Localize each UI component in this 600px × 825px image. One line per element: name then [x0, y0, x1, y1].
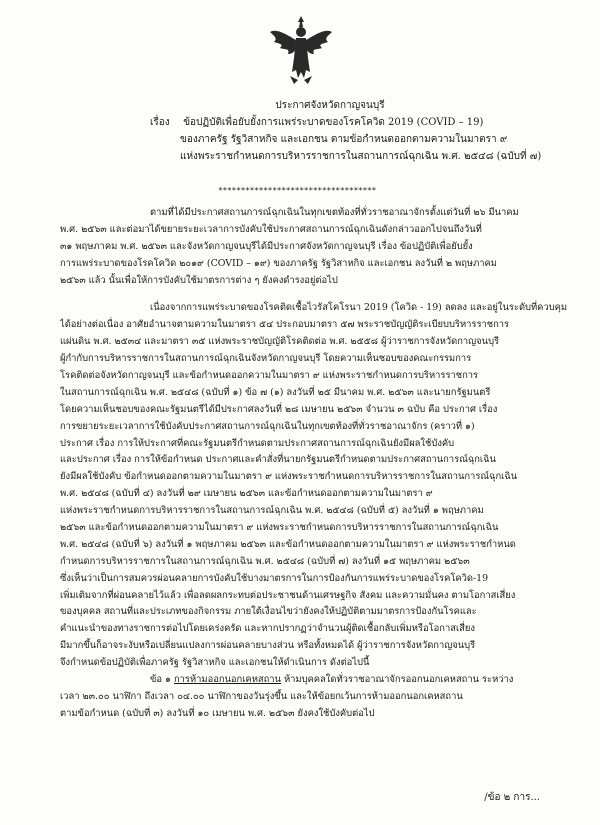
clause-1-prefix: ข้อ ๑	[150, 674, 171, 686]
body-line: แผ่นดิน พ.ศ. ๒๕๓๔ และมาตรา ๓๕ แห่งพระราชบัญญัติโรคติดต่อ พ.ศ. ๒๕๕๘ ผู้ว่าราชการจังหวัดกาญจนบุรี	[60, 336, 500, 348]
body-line: ยังมีผลใช้บังคับ ข้อกำหนดออกตามความในมาตรา ๙ แห่งพระราชกำหนดการบริหารราชการในสถานการณ์ฉุกเฉิน	[60, 471, 518, 483]
subject-label: เรื่อง	[150, 117, 170, 128]
clause-1	[60, 672, 570, 723]
announcement-body	[60, 205, 570, 723]
continuation-marker: /ข้อ ๒ การ...	[484, 792, 540, 803]
body-line: และประกาศ เรื่อง การให้ข้อกำหนด ประกาศและคำสั่งที่นายกรัฐมนตรีกำหนดตามประกาศสถานการณ์ฉุกเฉิน	[60, 454, 496, 466]
paragraph-2	[60, 300, 570, 672]
body-line: เนื่องจากการแพร่ระบาดของโรคติดเชื้อไวรัสโคโรนา 2019 (โควิด - 19) ลดลง และอยู่ในระดับที่ควบคุม	[150, 302, 568, 314]
body-line: เพิ่มเติมจากที่ผ่อนคลายไว้แล้ว เพื่อลดผลกระทบต่อประชาชนด้านเศรษฐกิจ สังคม และความมั่นคง ตามโอกาสเสี่ยง	[60, 589, 516, 601]
body-line: การขยายระยะเวลาการใช้บังคับประกาศสถานการณ์ฉุกเฉินในทุกเขตท้องที่ทั่วราชอาณาจักร (คราวที่ ๑)	[60, 420, 475, 432]
body-line: ซึ่งเห็นว่าเป็นการสมควรผ่อนคลายการบังคับใช้บางมาตรการในการป้องกันการแพร่ระบาดของโรคโควิด-19	[60, 572, 489, 584]
clause-1-heading: การห้ามออกนอกเคหสถาน	[173, 674, 281, 686]
subject-text: ข้อปฏิบัติเพื่อยับยั้งการแพร่ระบาดของโรคโควิด 2019 (COVID – 19)	[183, 117, 484, 128]
body-line: พ.ศ. ๒๕๔๘ (ฉบับที่ ๖) ลงวันที่ ๑ พฤษภาคม ๒๕๖๓ และข้อกำหนดออกตามความในมาตรา ๙ แห่งพระราชกำหนด	[60, 538, 516, 550]
body-line: ๒๕๖๓ แล้ว นั้นเพื่อให้การบังคับใช้มาตรการต่าง ๆ ยังคงดำรงอยู่ต่อไป	[60, 274, 338, 286]
body-line: ได้อย่างต่อเนื่อง อาศัยอำนาจตามความในมาตรา ๕๔ ประกอบมาตรา ๕๗ พระราชบัญญัติระเบียบบริหารราชการ	[60, 319, 510, 331]
paragraph-1	[60, 205, 570, 289]
clause-1-line-2: เวลา ๒๓.๐๐ นาฬิกา ถึงเวลา ๐๔.๐๐ นาฬิกาของวันรุ่งขึ้น และให้ข้อยกเว้นการห้ามออกนอกเคหสถาน	[60, 690, 463, 702]
body-line: การแพร่ระบาดของโรคโควิด ๒๐๑๙ (COVID – ๑๙) ของภาครัฐ รัฐวิสาหกิจ และเอกชน ลงวันที่ ๒ พฤษภาคม	[60, 257, 497, 269]
body-line: จึงกำหนดข้อปฏิบัติเพื่อภาครัฐ รัฐวิสาหกิจ และเอกชนให้ดำเนินการ ดังต่อไปนี้	[60, 657, 370, 669]
garuda-emblem-icon	[268, 14, 334, 86]
announcement-header	[110, 97, 550, 165]
clause-1-text: ห้ามบุคคลใดทั่วราชอาณาจักรออกนอกเคหสถาน ระหว่าง	[283, 674, 514, 686]
clause-1-line-3: ตามข้อกำหนด (ฉบับที่ ๓) ลงวันที่ ๑๐ เมษายน พ.ศ. ๒๕๖๓ ยังคงใช้บังคับต่อไป	[60, 707, 375, 719]
body-line: ของบุคคล สถานที่และประเภทของกิจกรรม ภายใต้เงื่อนไขว่ายังคงให้ปฏิบัติตามมาตรการป้องกันโรคและ	[60, 606, 477, 618]
body-line: ๒๕๖๓ และข้อกำหนดออกตามความในมาตรา ๙ แห่งพระราชกำหนดการบริหารราชการในสถานการณ์ฉุกเฉิน	[60, 522, 499, 534]
subject-line	[110, 114, 550, 131]
announcement-title: ประกาศจังหวัดกาญจนบุรี	[275, 100, 385, 111]
body-line: ตามที่ได้มีประกาศสถานการณ์ฉุกเฉินในทุกเขตท้องที่ทั่วราชอาณาจักรตั้งแต่วันที่ ๒๖ มีนาคม	[150, 207, 519, 218]
body-line: แห่งพระราชกำหนดการบริหารราชการในสถานการณ์ฉุกเฉิน พ.ศ. ๒๕๔๘ (ฉบับที่ ๕) ลงวันที่ ๑ พฤษภาคม	[60, 505, 484, 517]
body-line: คำแนะนำของทางราชการต่อไปโดยเคร่งครัด และหากปรากฏว่าจำนวนผู้ติดเชื้อกลับเพิ่มหรือโอกาสเสี่ยง	[60, 623, 475, 635]
body-line: กำหนดการบริหารราชการในสถานการณ์ฉุกเฉิน พ.ศ. ๒๕๔๘ (ฉบับที่ ๗) ลงวันที่ ๑๕ พฤษภาคม ๒๕๖๓	[60, 555, 470, 567]
body-line: มีมากขึ้นก็อาจระงับหรือเปลี่ยนแปลงการผ่อนคลายบางส่วน หรือทั้งหมดได้ ผู้ว่าราชการจังหวัดกาญจนบุรี	[60, 640, 476, 652]
body-line: โรคติดต่อจังหวัดกาญจนบุรี และข้อกำหนดออกความในมาตรา ๙ แห่งพระราชกำหนดการบริหารราชการ	[60, 370, 479, 382]
body-line: ผู้กำกับการบริหารราชการในสถานการณ์ฉุกเฉินจังหวัดกาญจนบุรี โดยความเห็นชอบของคณะกรรมการ	[60, 353, 472, 365]
separator: ***********************************	[218, 186, 377, 195]
body-line: โดยความเห็นชอบของคณะรัฐมนตรีได้มีประกาศลงวันที่ ๒๘ เมษายน ๒๕๖๓ จำนวน ๓ ฉบับ คือ ประกาศ เรื่อง	[60, 403, 498, 415]
body-line: ประกาศ เรื่อง การให้ประกาศที่คณะรัฐมนตรีกำหนดตามประกาศสถานการณ์ฉุกเฉินยังมีผลใช้บังคับ	[60, 437, 455, 449]
body-line: พ.ศ. ๒๕๖๓ และต่อมาได้ขยายระยะเวลาการบังคับใช้ประกาศสถานการณ์ฉุกเฉินดังกล่าวออกไปจนถึงวันที่	[60, 223, 482, 235]
body-line: ในสถานการณ์ฉุกเฉิน พ.ศ. ๒๕๔๘ (ฉบับที่ ๑) ข้อ ๗ (๑) ลงวันที่ ๒๕ มีนาคม พ.ศ. ๒๕๖๓ และนายกรัฐมนตรี	[60, 386, 491, 398]
subject-line-2: ของภาครัฐ รัฐวิสาหกิจ และเอกชน ตามข้อกำหนดออกตามความในมาตรา ๙	[180, 134, 508, 145]
body-line: พ.ศ. ๒๕๔๘ (ฉบับที่ ๔) ลงวันที่ ๒๙ เมษายน ๒๕๖๓ และข้อกำหนดออกตามความในมาตรา ๙	[60, 488, 433, 500]
subject-line-3: แห่งพระราชกำหนดการบริหารราชการในสถานการณ์ฉุกเฉิน พ.ศ. ๒๕๔๘ (ฉบับที่ ๗)	[180, 151, 542, 162]
body-line: ๓๑ พฤษภาคม พ.ศ. ๒๕๖๓ และจังหวัดกาญจนบุรีได้มีประกาศจังหวัดกาญจนบุรี เรื่อง ข้อปฏิบัติเพื่อยับยั้ง	[60, 240, 473, 252]
